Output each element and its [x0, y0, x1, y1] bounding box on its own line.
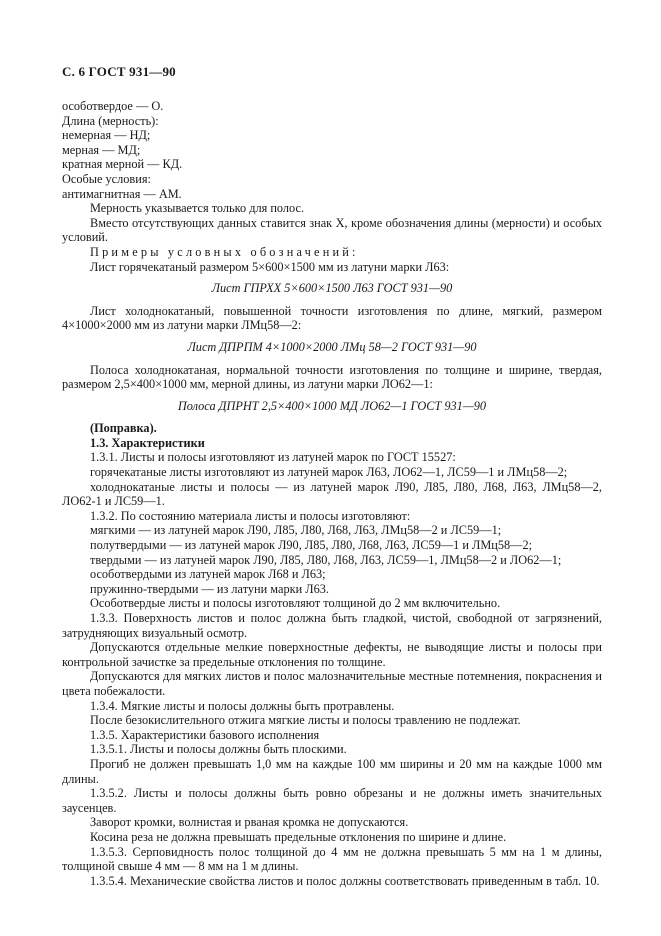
designation-example: Лист ГПРХХ 5×600×1500 Л63 ГОСТ 931—90 [211, 281, 453, 296]
document-body [62, 99, 602, 888]
paragraph: 1.3.5.2. Листы и полосы должны быть ровно обрезаны и не должны иметь значительных заусенцев. [62, 786, 602, 815]
paragraph: Лист горячекатаный размером 5×600×1500 мм из латуни марки Л63: [90, 259, 450, 274]
text-line: Длина (мерность): [62, 113, 159, 128]
amendment-note: (Поправка). [90, 421, 157, 436]
paragraph: 1.3.5.4. Механические свойства листов и полос должны соответствовать приведенным в табл. 10. [90, 873, 600, 888]
paragraph: полутвердыми — из латуней марок Л90, Л85, Л80, Л68, Л63, ЛС59—1 и ЛМц58—2; [90, 538, 533, 553]
designation-example: Лист ДПРПМ 4×1000×2000 ЛМц 58—2 ГОСТ 931—90 [187, 339, 477, 354]
paragraph: 1.3.5. Характеристики базового исполнения [90, 727, 320, 742]
paragraph: Косина реза не должна превышать предельные отклонения по ширине и длине. [90, 829, 507, 844]
text-line: Особые условия: [62, 171, 151, 186]
paragraph: Особотвердые листы и полосы изготовляют толщиной до 2 мм включительно. [90, 596, 501, 611]
paragraph: 1.3.2. По состоянию материала листы и полосы изготовляют: [90, 508, 411, 523]
paragraph: 1.3.4. Мягкие листы и полосы должны быть протравлены. [90, 698, 395, 713]
paragraph: Прогиб не должен превышать 1,0 мм на каждые 100 мм ширины и 20 мм на каждые 1000 мм длины. [62, 756, 602, 786]
paragraph: 1.3.5.3. Серповидность полос толщиной до 4 мм не должна превышать 5 мм на 1 м длины, толщиной свыше 4 мм — 8 мм на 1 м длины. [62, 844, 602, 874]
text-line: антимагнитная — AM. [62, 186, 182, 201]
text-line: мерная — МД; [62, 142, 141, 157]
paragraph: 1.3.1. Листы и полосы изготовляют из латуней марок по ГОСТ 15527: [90, 450, 456, 465]
section-heading: 1.3. Характеристики [90, 435, 205, 450]
paragraph: Заворот кромки, волнистая и рваная кромка не допускаются. [90, 815, 409, 830]
paragraph: Вместо отсутствующих данных ставится знак X, кроме обозначения длины (мерности) и особых условий. [62, 215, 602, 245]
text-line: особотвердое — О. [62, 99, 164, 113]
paragraph: Допускаются для мягких листов и полос малозначительные местные потемнения, покраснения и цвета побежалости. [62, 669, 602, 698]
paragraph: особотвердыми из латуней марок Л68 и Л63; [90, 567, 326, 582]
paragraph: 1.3.3. Поверхность листов и полос должна быть гладкой, чистой, свободной от загрязнений, затрудняющих визуальный осмотр. [62, 611, 602, 640]
examples-heading: Примеры условных обозначений: [90, 244, 359, 259]
text-line: немерная — НД; [62, 128, 151, 143]
paragraph: пружинно-твердыми — из латуни марки Л63. [90, 581, 329, 596]
paragraph: Полоса холоднокатаная, нормальной точности изготовления по толщине и ширине, твердая, размером 2,5×400×1000 мм, мерной длины, из латуни марки ЛО62—1: [62, 362, 602, 392]
paragraph: Мерность указывается только для полос. [90, 201, 305, 216]
paragraph: твердыми — из латуней марок Л90, Л85, Л80, Л68, Л63, ЛС59—1, ЛМц58—2 и ЛО62—1; [90, 552, 562, 567]
page-header: С. 6 ГОСТ 931—90 [62, 64, 176, 79]
paragraph: холоднокатаные листы и полосы — из латуней марок Л90, Л85, Л80, Л68, Л63, ЛМц58—2, ЛО62-1 и ЛС59—1. [62, 479, 602, 509]
paragraph: горячекатаные листы изготовляют из латуней марок Л63, ЛО62—1, ЛС59—1 и ЛМц58—2; [90, 465, 568, 480]
designation-example: Полоса ДПРНТ 2,5×400×1000 МД ЛО62—1 ГОСТ 931—90 [177, 398, 487, 413]
text-line: кратная мерной — КД. [62, 157, 183, 172]
paragraph: Лист холоднокатаный, повышенной точности изготовления по длине, мягкий, размером 4×1000×2000 мм из латуни марки ЛМц58—2: [62, 303, 602, 333]
paragraph: После безокислительного отжига мягкие листы и полосы травлению не подлежат. [90, 713, 521, 728]
paragraph: Допускаются отдельные мелкие поверхностные дефекты, не выводящие листы и полосы при контрольной зачистке за предельные отклонения по толщине. [62, 640, 602, 669]
paragraph: 1.3.5.1. Листы и полосы должны быть плоскими. [90, 742, 347, 757]
paragraph: мягкими — из латуней марок Л90, Л85, Л80, Л68, Л63, ЛМц58—2 и ЛС59—1; [90, 523, 502, 538]
